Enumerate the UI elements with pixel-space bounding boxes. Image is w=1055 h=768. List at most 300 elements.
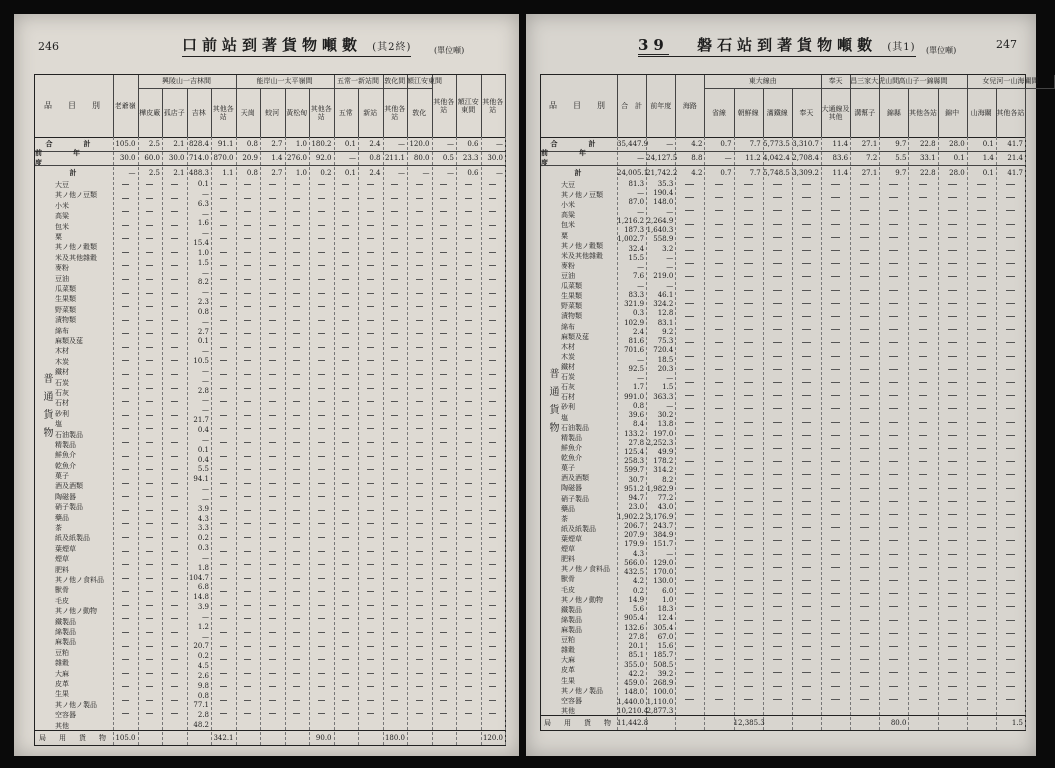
empty-dash bbox=[715, 672, 724, 673]
item-value-cell: — bbox=[637, 207, 645, 216]
empty-dash bbox=[489, 211, 496, 212]
item-value-cell: — bbox=[202, 288, 209, 297]
item-value-cell: — bbox=[666, 207, 674, 216]
column-divider bbox=[821, 137, 822, 730]
empty-dash bbox=[244, 293, 251, 294]
empty-dash bbox=[220, 591, 227, 592]
empty-dash bbox=[489, 551, 496, 552]
empty-dash bbox=[367, 713, 374, 714]
empty-dash bbox=[831, 672, 840, 673]
empty-dash bbox=[416, 252, 423, 253]
empty-dash bbox=[977, 474, 986, 475]
empty-dash bbox=[715, 263, 724, 264]
empty-dash bbox=[342, 428, 349, 429]
item-value-cell: 324.2 bbox=[653, 300, 674, 309]
empty-dash bbox=[122, 673, 129, 674]
empty-dash bbox=[244, 700, 251, 701]
item-value-cell: 0.2 bbox=[197, 652, 209, 661]
empty-dash bbox=[440, 347, 447, 348]
empty-dash bbox=[919, 395, 928, 396]
item-label: 漬物類 bbox=[561, 312, 582, 321]
summary-cell: 7.2 bbox=[866, 154, 878, 162]
item-label: 葉煙草 bbox=[55, 544, 76, 553]
footer-cell: 120.0 bbox=[482, 734, 503, 742]
empty-dash bbox=[416, 496, 423, 497]
empty-dash bbox=[391, 456, 398, 457]
item-value-cell: — bbox=[202, 366, 209, 375]
column-divider bbox=[211, 137, 212, 745]
empty-dash bbox=[465, 700, 472, 701]
empty-dash bbox=[367, 198, 374, 199]
empty-dash bbox=[860, 620, 869, 621]
item-value-cell: 13.8 bbox=[657, 420, 674, 429]
empty-dash bbox=[715, 422, 724, 423]
item-value-cell: 1,002.7 bbox=[617, 235, 645, 244]
empty-dash bbox=[1006, 303, 1015, 304]
empty-dash bbox=[342, 333, 349, 334]
summary-row-label: 合 計 bbox=[550, 139, 608, 148]
empty-dash bbox=[146, 388, 153, 389]
empty-dash bbox=[802, 356, 811, 357]
empty-dash bbox=[122, 238, 129, 239]
empty-dash bbox=[489, 591, 496, 592]
title-subtitle: (其2終) bbox=[372, 42, 412, 53]
item-value-cell: 206.7 bbox=[624, 521, 645, 530]
empty-dash bbox=[465, 537, 472, 538]
empty-dash bbox=[948, 316, 957, 317]
empty-dash bbox=[416, 537, 423, 538]
empty-dash bbox=[889, 633, 898, 634]
empty-dash bbox=[171, 700, 178, 701]
empty-dash bbox=[440, 428, 447, 429]
summary-cell: 83.6 bbox=[832, 154, 849, 162]
item-value-cell: 2.4 bbox=[633, 327, 645, 336]
empty-dash bbox=[220, 225, 227, 226]
empty-dash bbox=[244, 564, 251, 565]
empty-dash bbox=[744, 659, 753, 660]
item-value-cell: 77.2 bbox=[657, 494, 674, 503]
empty-dash bbox=[744, 395, 753, 396]
empty-dash bbox=[146, 442, 153, 443]
empty-dash bbox=[489, 401, 496, 402]
empty-dash bbox=[715, 184, 724, 185]
empty-dash bbox=[391, 632, 398, 633]
empty-dash bbox=[367, 700, 374, 701]
summary-cell: 41.7 bbox=[1007, 140, 1023, 148]
item-value-cell: 39.2 bbox=[657, 669, 674, 678]
item-label: 鐵製品 bbox=[561, 605, 582, 614]
empty-dash bbox=[744, 237, 753, 238]
empty-dash bbox=[889, 224, 898, 225]
empty-dash bbox=[146, 198, 153, 199]
column-header: 其他各站 bbox=[383, 88, 409, 137]
item-label: 其ノ他ノ動物 bbox=[561, 595, 603, 604]
empty-dash bbox=[367, 415, 374, 416]
item-value-cell: 30.7 bbox=[628, 475, 645, 484]
empty-dash bbox=[416, 591, 423, 592]
empty-dash bbox=[146, 510, 153, 511]
empty-dash bbox=[440, 225, 447, 226]
empty-dash bbox=[367, 591, 374, 592]
empty-dash bbox=[889, 237, 898, 238]
item-label: 麻類及莚 bbox=[55, 336, 83, 345]
empty-dash bbox=[391, 483, 398, 484]
item-label: 空容器 bbox=[55, 711, 76, 720]
empty-dash bbox=[919, 422, 928, 423]
item-label: 紙及紙製品 bbox=[55, 534, 90, 543]
empty-dash bbox=[948, 646, 957, 647]
empty-dash bbox=[773, 263, 782, 264]
empty-dash bbox=[122, 483, 129, 484]
empty-dash bbox=[948, 527, 957, 528]
empty-dash bbox=[889, 316, 898, 317]
item-value-cell: — bbox=[202, 406, 209, 415]
empty-dash bbox=[1006, 395, 1015, 396]
empty-dash bbox=[171, 225, 178, 226]
empty-dash bbox=[171, 252, 178, 253]
empty-dash bbox=[244, 320, 251, 321]
empty-dash bbox=[122, 618, 129, 619]
empty-dash bbox=[773, 276, 782, 277]
empty-dash bbox=[220, 673, 227, 674]
empty-dash bbox=[318, 306, 325, 307]
empty-dash bbox=[1006, 197, 1015, 198]
summary-cell: 8.8 bbox=[691, 154, 703, 162]
item-label: 其ノ他ノ動物 bbox=[55, 607, 97, 616]
empty-dash bbox=[146, 347, 153, 348]
empty-dash bbox=[685, 514, 694, 515]
empty-dash bbox=[919, 580, 928, 581]
empty-dash bbox=[269, 374, 276, 375]
empty-dash bbox=[919, 316, 928, 317]
item-value-cell: 1.7 bbox=[633, 383, 645, 392]
empty-dash bbox=[948, 210, 957, 211]
empty-dash bbox=[489, 293, 496, 294]
empty-dash bbox=[744, 620, 753, 621]
empty-dash bbox=[948, 303, 957, 304]
empty-dash bbox=[977, 633, 986, 634]
subtotal-cell: 3,309.2 bbox=[792, 169, 819, 177]
empty-dash bbox=[685, 620, 694, 621]
empty-dash bbox=[919, 633, 928, 634]
empty-dash bbox=[744, 356, 753, 357]
empty-dash bbox=[342, 415, 349, 416]
empty-dash bbox=[744, 633, 753, 634]
subtotal-cell: 0.7 bbox=[720, 169, 732, 177]
empty-dash bbox=[171, 510, 178, 511]
item-label: 大麻 bbox=[561, 656, 575, 665]
empty-dash bbox=[860, 646, 869, 647]
item-label: 生果類 bbox=[55, 295, 76, 304]
empty-dash bbox=[367, 388, 374, 389]
item-value-cell: 558.9 bbox=[653, 235, 674, 244]
item-label: 皮革 bbox=[561, 666, 575, 675]
empty-dash bbox=[146, 456, 153, 457]
empty-dash bbox=[342, 523, 349, 524]
empty-dash bbox=[318, 198, 325, 199]
empty-dash bbox=[269, 401, 276, 402]
empty-dash bbox=[802, 369, 811, 370]
empty-dash bbox=[773, 514, 782, 515]
column-header: 其他各站 bbox=[309, 88, 335, 137]
empty-dash bbox=[293, 347, 300, 348]
empty-dash bbox=[773, 316, 782, 317]
item-label: 生果類 bbox=[561, 292, 582, 301]
empty-dash bbox=[860, 303, 869, 304]
page-number: 246 bbox=[38, 40, 59, 53]
empty-dash bbox=[802, 580, 811, 581]
empty-dash bbox=[293, 333, 300, 334]
column-divider bbox=[334, 137, 335, 745]
empty-dash bbox=[293, 279, 300, 280]
empty-dash bbox=[391, 700, 398, 701]
item-label: 小米 bbox=[55, 201, 69, 210]
empty-dash bbox=[269, 551, 276, 552]
empty-dash bbox=[715, 474, 724, 475]
empty-dash bbox=[146, 713, 153, 714]
empty-dash bbox=[391, 238, 398, 239]
item-value-cell: 0.8 bbox=[197, 691, 209, 700]
empty-dash bbox=[269, 713, 276, 714]
empty-dash bbox=[171, 293, 178, 294]
empty-dash bbox=[440, 252, 447, 253]
empty-dash bbox=[948, 395, 957, 396]
column-divider bbox=[285, 137, 286, 745]
empty-dash bbox=[977, 686, 986, 687]
item-value-cell: 100.0 bbox=[653, 688, 674, 697]
column-divider bbox=[113, 137, 114, 745]
item-value-cell: 1,902.2 bbox=[617, 512, 645, 521]
empty-dash bbox=[465, 483, 472, 484]
subtotal-cell: 2.7 bbox=[271, 169, 283, 177]
empty-dash bbox=[860, 448, 869, 449]
empty-dash bbox=[977, 263, 986, 264]
item-label: 豆粕 bbox=[55, 648, 69, 657]
empty-dash bbox=[440, 198, 447, 199]
empty-dash bbox=[391, 252, 398, 253]
empty-dash bbox=[122, 469, 129, 470]
column-header: 孤店子 bbox=[162, 88, 188, 137]
empty-dash bbox=[416, 605, 423, 606]
empty-dash bbox=[318, 469, 325, 470]
empty-dash bbox=[342, 456, 349, 457]
empty-dash bbox=[269, 320, 276, 321]
empty-dash bbox=[715, 448, 724, 449]
empty-dash bbox=[889, 461, 898, 462]
empty-dash bbox=[889, 593, 898, 594]
empty-dash bbox=[269, 388, 276, 389]
item-value-cell: 35.3 bbox=[657, 180, 674, 188]
empty-dash bbox=[889, 659, 898, 660]
empty-dash bbox=[831, 329, 840, 330]
empty-dash bbox=[342, 632, 349, 633]
item-value-cell: 314.2 bbox=[653, 466, 674, 475]
empty-dash bbox=[948, 356, 957, 357]
empty-dash bbox=[416, 225, 423, 226]
column-header: 海路 bbox=[675, 75, 705, 137]
empty-dash bbox=[773, 699, 782, 700]
empty-dash bbox=[367, 537, 374, 538]
empty-dash bbox=[889, 422, 898, 423]
item-header: 品 目 別 bbox=[541, 75, 618, 137]
empty-dash bbox=[465, 415, 472, 416]
empty-dash bbox=[220, 646, 227, 647]
empty-dash bbox=[416, 320, 423, 321]
empty-dash bbox=[122, 659, 129, 660]
subtotal-cell: 2.4 bbox=[369, 169, 381, 177]
table-header bbox=[35, 75, 505, 138]
summary-cell: 11.2 bbox=[745, 154, 761, 162]
summary-cell: 2.5 bbox=[148, 140, 160, 148]
item-label: 小米 bbox=[561, 201, 575, 210]
item-value-cell: — bbox=[666, 281, 674, 290]
empty-dash bbox=[122, 700, 129, 701]
empty-dash bbox=[220, 713, 227, 714]
subtotal-cell: — bbox=[398, 169, 405, 177]
empty-dash bbox=[919, 527, 928, 528]
empty-dash bbox=[744, 567, 753, 568]
empty-dash bbox=[367, 428, 374, 429]
item-value-cell: 9.2 bbox=[662, 327, 674, 336]
empty-dash bbox=[802, 593, 811, 594]
empty-dash bbox=[715, 580, 724, 581]
empty-dash bbox=[802, 554, 811, 555]
item-label: 獸骨 bbox=[561, 575, 575, 584]
empty-dash bbox=[220, 496, 227, 497]
empty-dash bbox=[416, 673, 423, 674]
empty-dash bbox=[391, 605, 398, 606]
empty-dash bbox=[440, 605, 447, 606]
item-value-cell: 2.6 bbox=[197, 671, 209, 680]
empty-dash bbox=[440, 293, 447, 294]
left-page bbox=[14, 14, 519, 756]
empty-dash bbox=[440, 673, 447, 674]
empty-dash bbox=[948, 290, 957, 291]
empty-dash bbox=[244, 428, 251, 429]
empty-dash bbox=[744, 276, 753, 277]
summary-cell: 30.0 bbox=[168, 154, 185, 162]
empty-dash bbox=[391, 659, 398, 660]
empty-dash bbox=[773, 329, 782, 330]
empty-dash bbox=[744, 382, 753, 383]
empty-dash bbox=[416, 279, 423, 280]
footer-row bbox=[541, 715, 1025, 730]
item-label: 酒及酒類 bbox=[55, 482, 83, 491]
empty-dash bbox=[146, 537, 153, 538]
empty-dash bbox=[269, 442, 276, 443]
empty-dash bbox=[220, 374, 227, 375]
empty-dash bbox=[171, 279, 178, 280]
empty-dash bbox=[269, 686, 276, 687]
empty-dash bbox=[318, 293, 325, 294]
empty-dash bbox=[293, 469, 300, 470]
empty-dash bbox=[391, 523, 398, 524]
item-label: 其他 bbox=[561, 706, 575, 715]
empty-dash bbox=[146, 225, 153, 226]
summary-cell: — bbox=[398, 140, 405, 148]
empty-dash bbox=[773, 342, 782, 343]
item-label: 硝子製品 bbox=[55, 503, 83, 512]
empty-dash bbox=[465, 646, 472, 647]
empty-dash bbox=[318, 551, 325, 552]
item-label: 塩 bbox=[561, 413, 568, 422]
empty-dash bbox=[715, 514, 724, 515]
empty-dash bbox=[860, 290, 869, 291]
empty-dash bbox=[744, 672, 753, 673]
empty-dash bbox=[919, 686, 928, 687]
empty-dash bbox=[146, 211, 153, 212]
item-label: 包米 bbox=[55, 222, 69, 231]
empty-dash bbox=[146, 238, 153, 239]
summary-cell: 1.4 bbox=[271, 154, 283, 162]
empty-dash bbox=[171, 673, 178, 674]
subtotal-cell: — bbox=[422, 169, 430, 177]
empty-dash bbox=[465, 279, 472, 280]
item-value-cell: 219.0 bbox=[653, 272, 674, 281]
empty-dash bbox=[948, 501, 957, 502]
empty-dash bbox=[948, 514, 957, 515]
empty-dash bbox=[889, 620, 898, 621]
empty-dash bbox=[948, 237, 957, 238]
empty-dash bbox=[1006, 567, 1015, 568]
empty-dash bbox=[685, 408, 694, 409]
item-value-cell: 1.0 bbox=[662, 595, 674, 604]
empty-dash bbox=[919, 646, 928, 647]
empty-dash bbox=[919, 593, 928, 594]
item-value-cell: — bbox=[202, 209, 209, 218]
empty-dash bbox=[318, 523, 325, 524]
column-header: 天崗 bbox=[236, 88, 262, 137]
empty-dash bbox=[391, 320, 398, 321]
empty-dash bbox=[440, 374, 447, 375]
empty-dash bbox=[269, 225, 276, 226]
summary-cell: 11.4 bbox=[832, 140, 849, 148]
empty-dash bbox=[244, 347, 251, 348]
empty-dash bbox=[465, 659, 472, 660]
empty-dash bbox=[269, 496, 276, 497]
item-value-cell: 0.1 bbox=[197, 337, 209, 346]
empty-dash bbox=[293, 700, 300, 701]
empty-dash bbox=[685, 488, 694, 489]
empty-dash bbox=[685, 237, 694, 238]
empty-dash bbox=[122, 293, 129, 294]
item-value-cell: 6.8 bbox=[197, 583, 209, 592]
item-value-cell: 701.6 bbox=[624, 346, 645, 355]
item-value-cell: — bbox=[666, 549, 674, 558]
empty-dash bbox=[416, 618, 423, 619]
item-label: 紙及紙製品 bbox=[561, 524, 596, 533]
empty-dash bbox=[860, 184, 869, 185]
column-header: 其他各站 bbox=[481, 75, 507, 137]
empty-dash bbox=[293, 360, 300, 361]
summary-cell: 60.0 bbox=[144, 154, 160, 162]
empty-dash bbox=[293, 564, 300, 565]
empty-dash bbox=[244, 591, 251, 592]
empty-dash bbox=[977, 329, 986, 330]
empty-dash bbox=[244, 618, 251, 619]
empty-dash bbox=[342, 293, 349, 294]
item-label: 肥料 bbox=[55, 565, 69, 574]
empty-dash bbox=[440, 578, 447, 579]
empty-dash bbox=[919, 461, 928, 462]
empty-dash bbox=[685, 474, 694, 475]
empty-dash bbox=[489, 374, 496, 375]
empty-dash bbox=[465, 225, 472, 226]
empty-dash bbox=[773, 567, 782, 568]
empty-dash bbox=[889, 342, 898, 343]
summary-cell: 180.2 bbox=[311, 140, 332, 148]
empty-dash bbox=[293, 510, 300, 511]
